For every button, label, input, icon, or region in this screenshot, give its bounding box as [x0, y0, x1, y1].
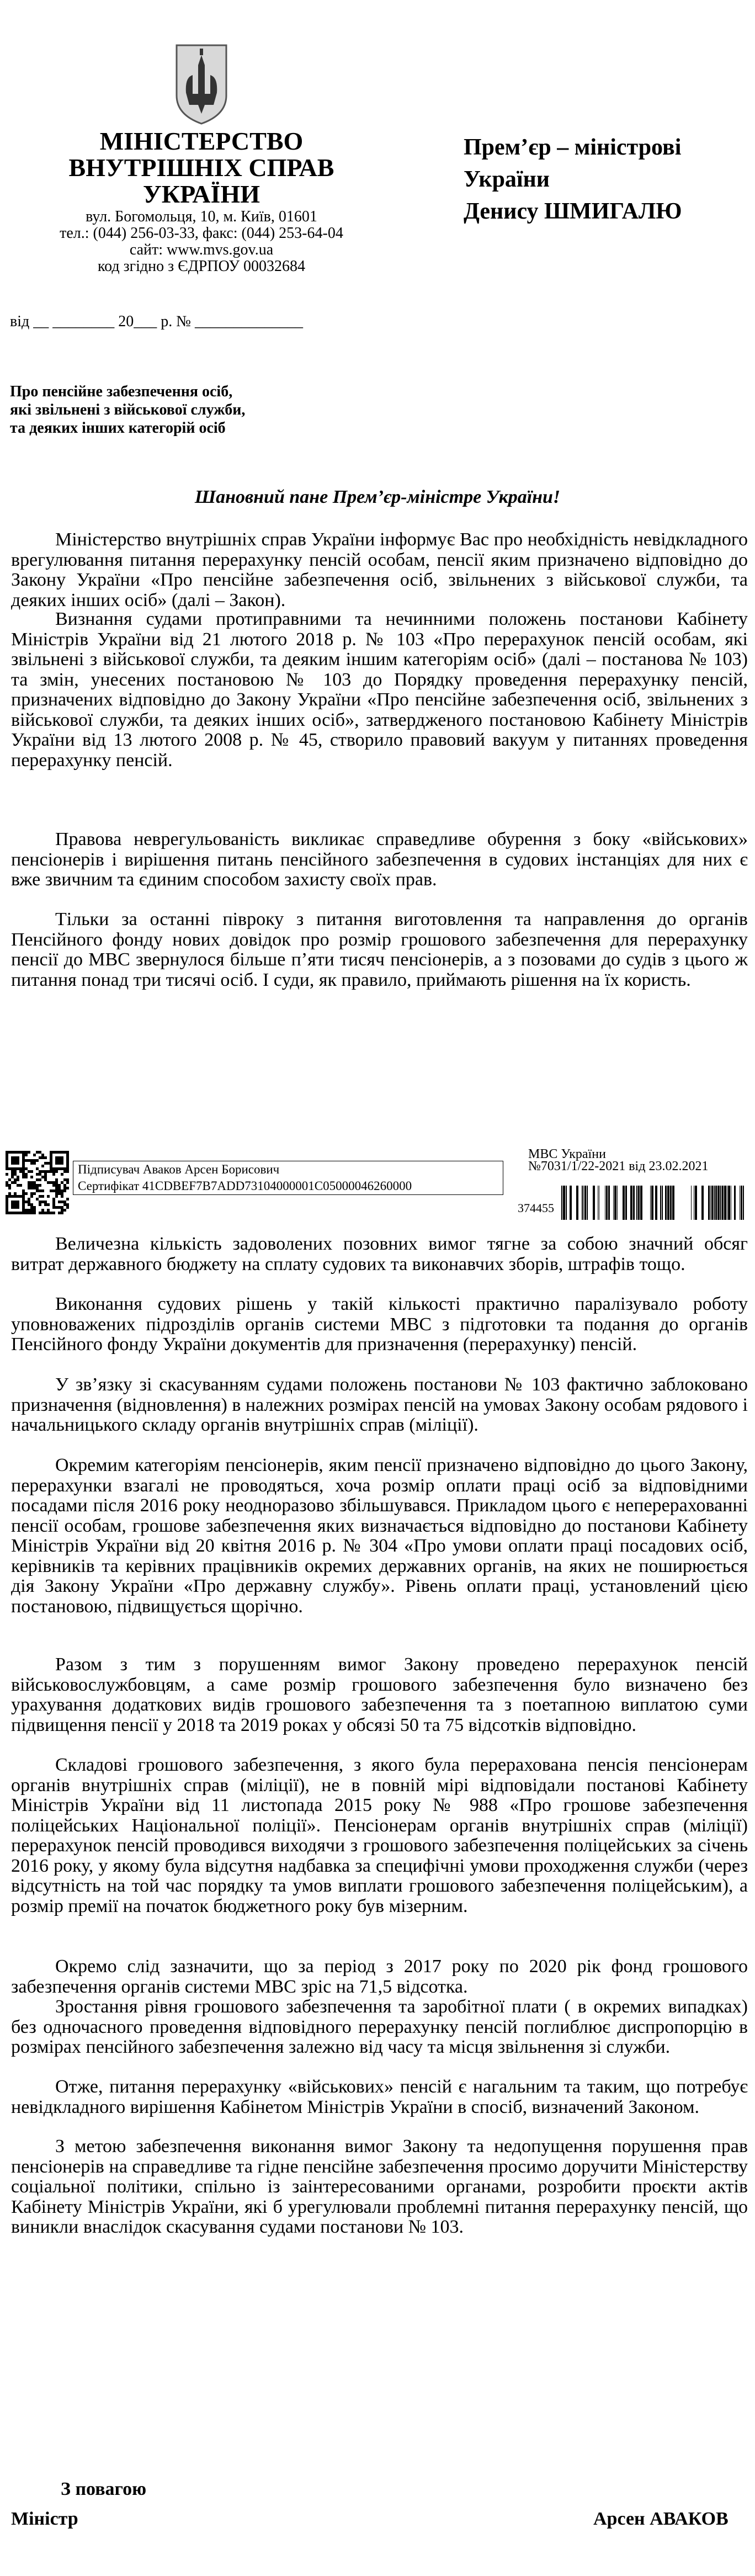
greeting: Шановний пане Прем’єр-міністре України! [194, 487, 561, 507]
body-paragraph: Правова неврегульованість викликає справедливе обурення з боку «військових» пенсіонерів і вирішення питань пенсійного забезпечення в судових інстанціях для них є вже звичним та єдиним способом захисту своїх прав. [11, 829, 748, 890]
body-paragraph: Визнання судами протиправними та нечинними положень постанови Кабінету Міністрів України від 21 лютого 2018 р. № 103 «Про перерахунок пенсій особам, які звільнені з військової служби, та деяким іншим категоріям осіб» (далі – постанова № 103) та змін, унесених постановою № 103 до Порядку проведення перерахунку пенсій, призначених відповідно до Закону України «Про пенсійне забезпечення осіб, звільнених з військової служби, та деяких інших осіб», затвердженого постановою Кабінету Міністрів України від 13 лютого 2008 р. № 45, створило правовий вакуум у питаннях проведення перерахунку пенсій. [11, 609, 748, 771]
certificate-line: Сертифікат 41CDBEF7B7ADD73104000001C05000046260000 [78, 1179, 412, 1193]
body-paragraph: Міністерство внутрішніх справ України інформує Вас про необхідність невідкладного врегулювання питання перерахунку пенсій особам, пенсії яким призначено відповідно до Закону України «Про пенсійне забезпечення осіб, звільнених з військової служби, та деяких інших осіб» (далі – Закон). [11, 529, 748, 610]
body-paragraph: Величезна кількість задоволених позовних вимог тягне за собою значний обсяг витрат державного бюджету на сплату судових та виконавчих зборів, штрафів тощо. [11, 1234, 748, 1274]
registration-number: №7031/1/22-2021 від 23.02.2021 [528, 1159, 709, 1173]
ministry-name [66, 128, 337, 208]
reference-line: від __ ________ 20___ р. № ______________ [10, 313, 303, 330]
body-paragraph: Разом з тим з порушенням вимог Закону проведено перерахунок пенсій військовослужбовцям, а саме розмір грошового забезпечення було визначено без урахування додаткових видів грошового забезпечення та з поетапною виплатою суми підвищення пенсії у 2018 та 2019 роках у обсязі 50 та 75 відсотків відповідно. [11, 1654, 748, 1735]
signer-position: Міністр [11, 2509, 78, 2529]
body-paragraph: Окремим категоріям пенсіонерів, яким пенсії призначено відповідно до цього Закону, перерахунки взагалі не проводяться, хоча розмір оплати праці осіб за відповідними посадами після 2016 року неодноразово збільшувався. Прикладом цього є неперерахованні пенсії особам, грошове забезпечення яких визначається відповідно до постанови Кабінету Міністрів України від 20 квітня 2016 р. № 304 «Про умови оплати праці посадових осіб, керівників та керівних працівників окремих державних органів, на яких не поширюється дія Закону України «Про державну службу». Рівень оплати праці, установлений цією постановою, підвищується щорічно. [11, 1455, 748, 1617]
subject-line: які звільнені з військової служби, [10, 401, 246, 418]
subject-line: та деяких інших категорій осіб [10, 419, 226, 437]
phone-line: тел.: (044) 256-03-33, факс: (044) 253-64-04 [60, 225, 343, 242]
signer-line: Підписувач Аваков Арсен Борисович [78, 1162, 280, 1176]
letter-subject [10, 383, 352, 437]
ministry-line: МІНІСТЕРСТВО [99, 127, 304, 155]
edrpou-line: код згідно з ЄДРПОУ 00032684 [97, 258, 306, 275]
barcode-number: 374455 [518, 1201, 554, 1215]
ministry-line: УКРАЇНИ [142, 180, 260, 208]
body-paragraph: Тільки за останні півроку з питання виготовлення та направлення до органів Пенсійного фонду нових довідок про розмір грошового забезпечення для перерахунку пенсії до МВС звернулося більше п’яти тисяч пенсіонерів, а з позовами до судів з цього ж питання понад три тисячі осіб. І суди, як правило, приймають рішення на їх користь. [11, 909, 748, 990]
body-paragraph: З метою забезпечення виконання вимог Закону та недопущення порушення прав пенсіонерів на справедливе та гідне пенсійне забезпечення просимо доручити Міністерству соціальної політики, спільно із заінтересованими органами, розробити проєкти актів Кабінету Міністрів України, які б урегулювали проблемні питання перерахунку пенсій, що виникли внаслідок скасування судами постанови № 103. [11, 2136, 748, 2237]
ministry-line: ВНУТРІШНІХ СПРАВ [68, 153, 334, 182]
subject-line: Про пенсійне забезпечення осіб, [10, 383, 233, 400]
body-paragraph: Виконання судових рішень у такій кількості практично паралізувало роботу уповноважених підрозділів органів системи МВС з підготовки та подання до органів Пенсійного фонду України документів для призначення (перерахунку) пенсій. [11, 1294, 748, 1355]
body-paragraph: Складові грошового забезпечення, з якого була перерахована пенсія пенсіонерам органів внутрішніх справ (міліції), не в повній мірі відповідали постанові Кабінету Міністрів України від 11 листопада 2015 року № 988 «Про грошове забезпечення поліцейських Національної поліції». Пенсіонерам органів внутрішніх справ (міліції) перерахунок пенсій проводився виходячи з грошового забезпечення поліцейських за січень 2016 року, у якому була відсутня надбавка за специфічні умови проходження служби (через відсутність на той час порядку та умов виплати грошового забезпечення поліцейським), а розмір премії на початок бюджетного року був мізерним. [11, 1755, 748, 1916]
recipient-block [464, 131, 755, 227]
recipient-title: Прем’єр – міністрові України [464, 135, 682, 192]
address-line: вул. Богомольця, 10, м. Київ, 01601 [86, 208, 317, 225]
body-paragraph: У зв’язку зі скасуванням судами положень постанови № 103 фактично заблоковано призначення (відновлення) в належних розмірах пенсій на умовах Закону особам рядового і начальницького складу органів внутрішніх справ (міліції). [11, 1374, 748, 1435]
body-paragraph: Отже, питання перерахунку «військових» пенсій є нагальним та таким, що потребує невідкладного вирішення Кабінетом Міністрів України в спосіб, визначений Законом. [11, 2076, 748, 2117]
signer-name: Арсен АВАКОВ [593, 2509, 729, 2529]
registration-org: МВС України [528, 1147, 606, 1161]
closing-respect: З повагою [61, 2479, 147, 2499]
coat-of-arms-emblem [174, 43, 229, 126]
website-line: сайт: www.mvs.gov.ua [129, 241, 274, 258]
recipient-name: Денису ШМИГАЛЮ [464, 199, 682, 224]
digital-signature-box [73, 1161, 503, 1195]
body-paragraph: Зростання рівня грошового забезпечення та заробітної плати ( в окремих випадках) без одночасного проведення відповідного перерахунку пенсій поглиблює диспропорцію в розмірах пенсійного забезпечення залежно від часу та місця звільнення зі служби. [11, 1996, 748, 2057]
barcode [552, 1186, 748, 1220]
registration-stamp [528, 1148, 708, 1172]
body-paragraph: Окремо слід зазначити, що за період з 2017 року по 2020 рік фонд грошового забезпечення органів системи МВС зріс на 71,5 відсотка. [11, 1956, 748, 1997]
qr-code [6, 1151, 69, 1214]
ministry-contacts [44, 209, 359, 275]
